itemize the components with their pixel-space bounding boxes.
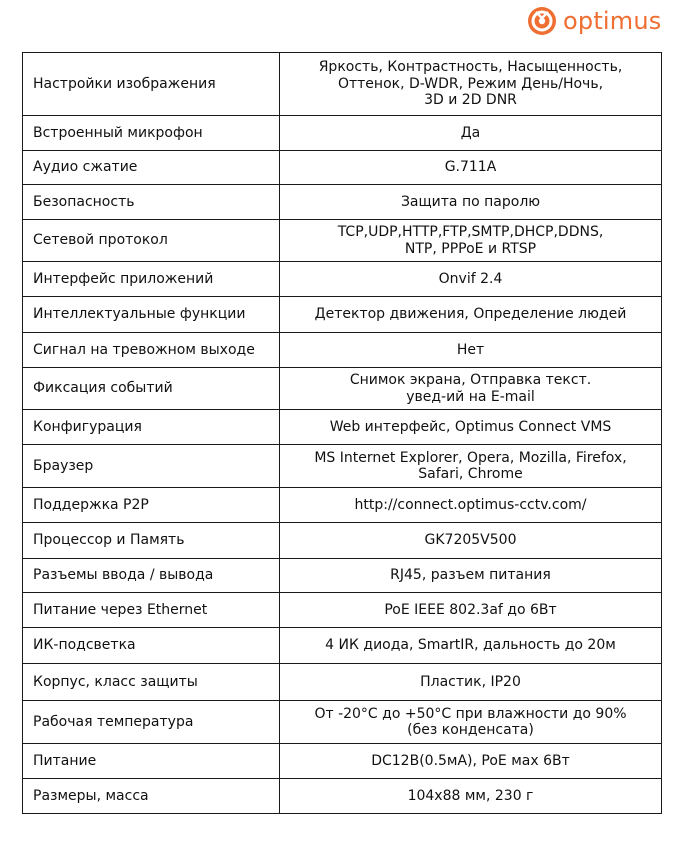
spec-row (23, 523, 662, 559)
spec-value-line: RJ45, разъем питания (390, 567, 551, 584)
spec-param-value (280, 779, 662, 814)
spec-param-value (280, 368, 662, 410)
spec-param-name: Безопасность (23, 185, 280, 220)
spec-row (23, 220, 662, 262)
spec-param-name: Конфигурация (23, 410, 280, 445)
spec-value-line: Яркость, Контрастность, Насыщенность, (318, 59, 623, 76)
spec-table-body (23, 53, 662, 814)
spec-value-line: http://connect.optimus-cctv.com/ (354, 496, 587, 513)
spec-param-name: Питание через Ethernet (23, 593, 280, 628)
spec-param-value (280, 297, 662, 333)
spec-param-name: Корпус, класс защиты (23, 664, 280, 701)
spec-param-name: Рабочая температура (23, 701, 280, 744)
spec-row (23, 664, 662, 701)
spec-value-line: Web интерфейс, Optimus Connect VMS (329, 418, 612, 435)
spec-value-line: 4 ИК диода, SmartIR, дальность до 20м (325, 637, 616, 654)
spec-param-value (280, 628, 662, 664)
spec-row (23, 445, 662, 488)
optimus-logo-icon (527, 6, 557, 36)
spec-param-value (280, 185, 662, 220)
spec-value-line: 104x88 мм, 230 г (407, 787, 534, 804)
spec-param-name: Разъемы ввода / вывода (23, 559, 280, 593)
spec-value-line: От -20°C до +50°C при влажности до 90% (314, 705, 627, 722)
spec-param-name: Размеры, масса (23, 779, 280, 814)
spec-row (23, 333, 662, 368)
spec-row (23, 53, 662, 116)
spec-row (23, 488, 662, 523)
spec-value-line: MS Internet Explorer, Opera, Mozilla, Firefox, (314, 449, 627, 466)
spec-row (23, 744, 662, 779)
spec-param-value (280, 664, 662, 701)
spec-param-value (280, 116, 662, 151)
spec-value-line: увед-ий на E-mail (406, 388, 535, 405)
spec-param-value (280, 523, 662, 559)
spec-row (23, 151, 662, 185)
spec-value-line: PoE IEEE 802.3af до 6Вт (384, 601, 557, 618)
spec-row (23, 297, 662, 333)
spec-param-value (280, 333, 662, 368)
spec-row (23, 410, 662, 445)
spec-param-value (280, 53, 662, 116)
spec-value-line: DC12В(0.5мА), PoE мах 6Вт (371, 752, 570, 769)
spec-param-value (280, 559, 662, 593)
spec-row (23, 779, 662, 814)
spec-param-value (280, 488, 662, 523)
spec-row (23, 185, 662, 220)
brand-name: optimus (563, 7, 662, 35)
spec-param-name: Фиксация событий (23, 368, 280, 410)
spec-value-line: Onvif 2.4 (438, 270, 503, 287)
spec-value-line: Детектор движения, Определение людей (314, 306, 627, 323)
spec-param-value (280, 220, 662, 262)
spec-param-name: ИК-подсветка (23, 628, 280, 664)
spec-value-line: TCP,UDP,HTTP,FTP,SMTP,DHCP,DDNS, (337, 224, 604, 240)
spec-param-name: Интеллектуальные функции (23, 297, 280, 333)
spec-row (23, 593, 662, 628)
spec-row (23, 262, 662, 297)
spec-param-name: Поддержка P2P (23, 488, 280, 523)
spec-param-value (280, 151, 662, 185)
spec-value-line: Пластик, IP20 (420, 673, 521, 690)
spec-value-line: Оттенок, D-WDR, Режим День/Ночь, (337, 75, 604, 92)
spec-value-line: Да (460, 124, 481, 141)
spec-value-line: 3D и 2D DNR (424, 92, 517, 109)
spec-value-line: (без конденсата) (407, 722, 534, 738)
spec-param-value (280, 744, 662, 779)
spec-param-name: Процессор и Память (23, 523, 280, 559)
spec-param-name: Браузер (23, 445, 280, 488)
spec-row (23, 701, 662, 744)
spec-param-name: Интерфейс приложений (23, 262, 280, 297)
spec-param-value (280, 262, 662, 297)
spec-value-line: Safari, Chrome (418, 466, 523, 482)
spec-param-name: Сигнал на тревожном выходе (23, 333, 280, 368)
spec-param-value (280, 410, 662, 445)
spec-param-name: Питание (23, 744, 280, 779)
spec-param-name: Встроенный микрофон (23, 116, 280, 151)
spec-row (23, 628, 662, 664)
spec-value-line: Нет (456, 341, 485, 358)
spec-value-line: Снимок экрана, Отправка текст. (349, 372, 592, 388)
spec-value-line: Защита по паролю (400, 193, 541, 210)
spec-param-name: Сетевой протокол (23, 220, 280, 262)
spec-param-name: Настройки изображения (23, 53, 280, 116)
spec-param-value (280, 445, 662, 488)
spec-value-line: G.711A (444, 159, 497, 176)
brand-logo (527, 4, 662, 38)
spec-param-name: Аудио сжатие (23, 151, 280, 185)
spec-table (22, 52, 662, 814)
spec-param-value (280, 701, 662, 744)
spec-row (23, 368, 662, 410)
spec-row (23, 116, 662, 151)
spec-value-line: NTP, PPPoE и RTSP (404, 240, 537, 257)
spec-param-value (280, 593, 662, 628)
spec-value-line: GK7205V500 (424, 532, 517, 549)
spec-row (23, 559, 662, 593)
